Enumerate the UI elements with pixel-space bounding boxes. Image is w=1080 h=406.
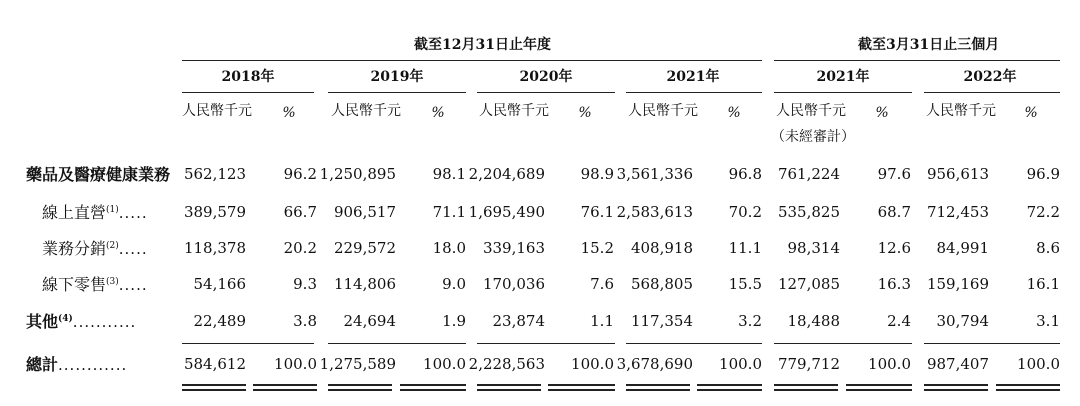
cell-amount: 535,825 — [777, 203, 840, 221]
unit-rmb-header: 人民幣千元 — [926, 103, 996, 119]
cell-amount: 1,250,895 — [319, 165, 396, 183]
cell-percent: 3.1 — [1036, 312, 1060, 330]
cell-amount: 127,085 — [777, 275, 840, 293]
total-top-rule — [328, 343, 466, 344]
cell-percent: 16.3 — [877, 275, 911, 293]
cell-percent: 15.5 — [728, 275, 762, 293]
double-rule-line — [548, 389, 615, 391]
cell-amount: 22,489 — [193, 312, 246, 330]
cell-percent: 70.2 — [728, 203, 762, 221]
double-rule-line — [328, 384, 392, 386]
cell-amount: 30,794 — [936, 312, 989, 330]
cell-amount: 987,407 — [926, 355, 989, 373]
unit-pct-header: % — [1024, 105, 1038, 121]
cell-amount: 2,228,563 — [468, 355, 545, 373]
year-header: 2021年 — [816, 69, 870, 85]
cell-percent: 98.1 — [432, 165, 466, 183]
double-rule-line — [328, 389, 392, 391]
double-rule-line — [924, 389, 988, 391]
total-top-rule — [626, 343, 762, 344]
cell-percent: 100.0 — [274, 355, 317, 373]
cell-percent: 3.8 — [293, 312, 317, 330]
year-rule — [182, 92, 314, 93]
cell-percent: 1.1 — [590, 312, 614, 330]
cell-percent: 66.7 — [283, 203, 317, 221]
cell-percent: 97.6 — [877, 165, 911, 183]
unit-pct-header: % — [727, 105, 741, 121]
cell-percent: 12.6 — [877, 239, 911, 257]
double-rule-line — [548, 384, 615, 386]
cell-percent: 98.9 — [580, 165, 614, 183]
cell-amount: 23,874 — [492, 312, 545, 330]
double-rule-line — [996, 389, 1060, 391]
cell-percent: 11.1 — [728, 239, 762, 257]
cell-percent: 71.1 — [432, 203, 466, 221]
cell-amount: 568,805 — [630, 275, 693, 293]
group-rule-years — [182, 60, 762, 61]
unit-pct-header: % — [431, 105, 445, 121]
cell-amount: 389,579 — [183, 203, 246, 221]
double-rule-line — [846, 384, 912, 386]
cell-percent: 8.6 — [1036, 239, 1060, 257]
year-header: 2019年 — [370, 69, 424, 85]
year-header: 2018年 — [221, 69, 275, 85]
cell-percent: 100.0 — [868, 355, 911, 373]
cell-amount: 170,036 — [482, 275, 545, 293]
cell-percent: 3.2 — [738, 312, 762, 330]
double-rule-line — [697, 384, 762, 386]
cell-amount: 98,314 — [787, 239, 840, 257]
unaudited-note: （未經審計） — [771, 129, 855, 145]
cell-percent: 68.7 — [877, 203, 911, 221]
row-label-offline-retail: 線下零售$^{(3)}$..... — [42, 275, 148, 294]
cell-amount: 84,991 — [936, 239, 989, 257]
group-rule-quarters — [774, 60, 1060, 61]
cell-percent: 9.0 — [442, 275, 466, 293]
cell-amount: 114,806 — [333, 275, 396, 293]
cell-amount: 408,918 — [630, 239, 693, 257]
double-rule-line — [182, 384, 246, 386]
cell-amount: 562,123 — [183, 165, 246, 183]
total-top-rule — [182, 343, 314, 344]
year-rule — [774, 92, 912, 93]
cell-percent: 2.4 — [887, 312, 911, 330]
cell-amount: 2,583,613 — [616, 203, 693, 221]
row-label-pharma: 藥品及醫療健康業務 — [26, 165, 171, 184]
double-rule-line — [626, 389, 690, 391]
cell-amount: 584,612 — [183, 355, 246, 373]
cell-percent: 7.6 — [590, 275, 614, 293]
double-rule-line — [774, 389, 838, 391]
unit-rmb-header: 人民幣千元 — [479, 103, 549, 119]
total-top-rule — [774, 343, 912, 344]
double-rule-line — [996, 384, 1060, 386]
year-rule — [924, 92, 1060, 93]
double-rule-line — [924, 384, 988, 386]
cell-amount: 3,678,690 — [616, 355, 693, 373]
cell-amount: 761,224 — [777, 165, 840, 183]
cell-percent: 1.9 — [442, 312, 466, 330]
year-header: 2022年 — [963, 69, 1017, 85]
cell-amount: 906,517 — [333, 203, 396, 221]
cell-amount: 1,275,589 — [319, 355, 396, 373]
cell-percent: 16.1 — [1026, 275, 1060, 293]
unit-rmb-header: 人民幣千元 — [182, 103, 252, 119]
quarter-group-header: 截至3月31日止三個月 — [858, 37, 1000, 53]
cell-percent: 100.0 — [423, 355, 466, 373]
double-rule-line — [846, 389, 912, 391]
cell-amount: 54,166 — [193, 275, 246, 293]
year-header: 2021年 — [666, 69, 720, 85]
year-rule — [328, 92, 466, 93]
cell-percent: 100.0 — [1017, 355, 1060, 373]
cell-amount: 18,488 — [787, 312, 840, 330]
cell-percent: 72.2 — [1026, 203, 1060, 221]
row-label-others: 其他$^{(4)}$........... — [26, 312, 137, 331]
cell-amount: 3,561,336 — [616, 165, 693, 183]
row-label-distribution: 業務分銷$^{(2)}$..... — [42, 239, 148, 258]
total-top-rule — [924, 343, 1060, 344]
double-rule-line — [626, 384, 690, 386]
year-rule — [477, 92, 615, 93]
cell-amount: 956,613 — [926, 165, 989, 183]
cell-percent: 100.0 — [571, 355, 614, 373]
year-header: 2020年 — [519, 69, 573, 85]
cell-amount: 2,204,689 — [468, 165, 545, 183]
cell-amount: 339,163 — [482, 239, 545, 257]
cell-amount: 712,453 — [926, 203, 989, 221]
cell-percent: 96.9 — [1026, 165, 1060, 183]
cell-percent: 76.1 — [580, 203, 614, 221]
cell-amount: 117,354 — [630, 312, 693, 330]
double-rule-line — [400, 389, 466, 391]
cell-amount: 229,572 — [333, 239, 396, 257]
year-group-header: 截至12月31日止年度 — [414, 37, 551, 53]
double-rule-line — [774, 384, 838, 386]
unit-rmb-header: 人民幣千元 — [776, 103, 846, 119]
cell-percent: 15.2 — [580, 239, 614, 257]
cell-percent: 18.0 — [432, 239, 466, 257]
row-label-total: 總計............ — [26, 355, 128, 374]
cell-percent: 100.0 — [719, 355, 762, 373]
double-rule-line — [253, 384, 317, 386]
unit-pct-header: % — [282, 105, 296, 121]
cell-percent: 20.2 — [283, 239, 317, 257]
cell-percent: 96.8 — [728, 165, 762, 183]
unit-rmb-header: 人民幣千元 — [628, 103, 698, 119]
double-rule-line — [477, 384, 541, 386]
double-rule-line — [182, 389, 246, 391]
cell-amount: 24,694 — [343, 312, 396, 330]
cell-percent: 9.3 — [293, 275, 317, 293]
double-rule-line — [477, 389, 541, 391]
cell-amount: 1,695,490 — [468, 203, 545, 221]
row-label-online-direct: 線上直營$^{(1)}$..... — [42, 203, 148, 222]
cell-amount: 159,169 — [926, 275, 989, 293]
cell-amount: 118,378 — [183, 239, 246, 257]
double-rule-line — [400, 384, 466, 386]
cell-percent: 96.2 — [283, 165, 317, 183]
unit-rmb-header: 人民幣千元 — [331, 103, 401, 119]
double-rule-line — [253, 389, 317, 391]
unit-pct-header: % — [875, 105, 889, 121]
total-top-rule — [477, 343, 615, 344]
cell-amount: 779,712 — [777, 355, 840, 373]
year-rule — [626, 92, 762, 93]
double-rule-line — [697, 389, 762, 391]
unit-pct-header: % — [578, 105, 592, 121]
